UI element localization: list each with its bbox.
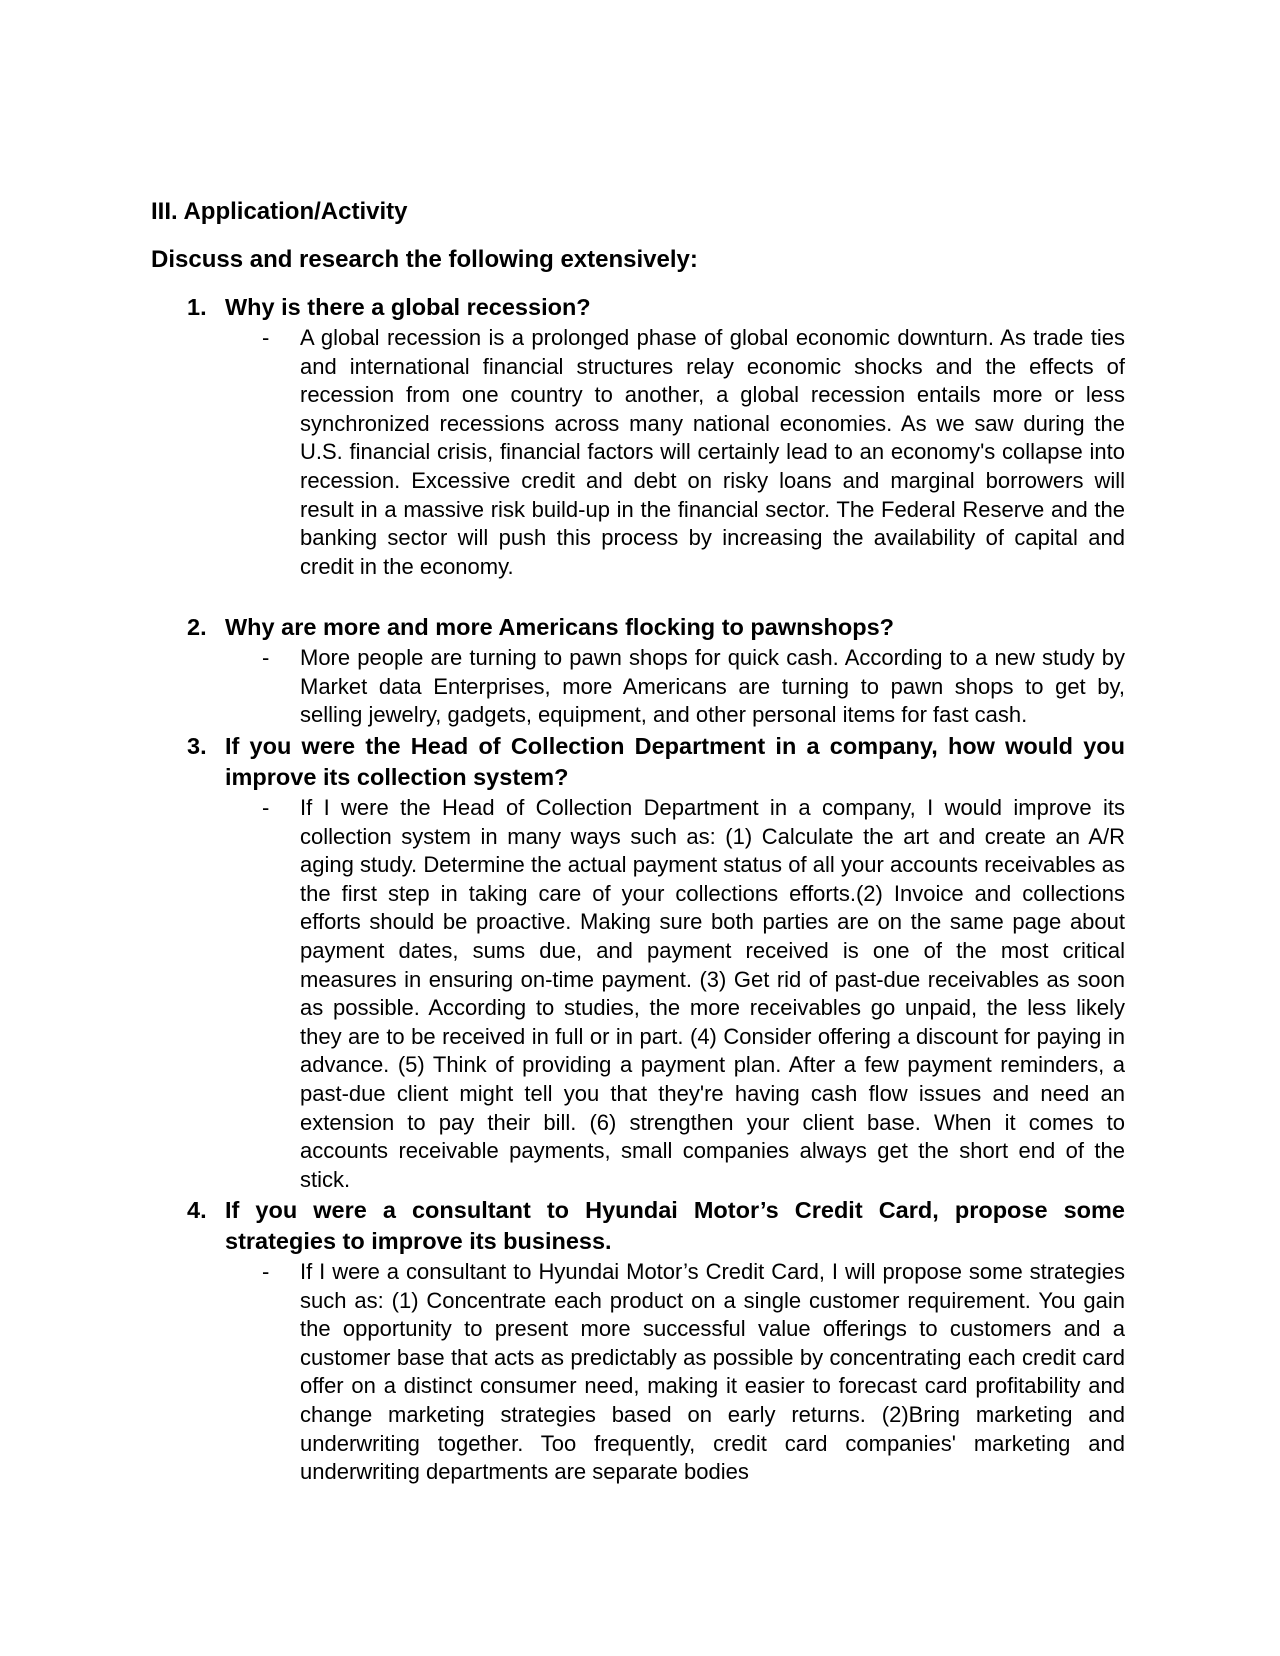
question-text: Why are more and more Americans flocking to pawnshops? (225, 614, 895, 640)
question-text: Why is there a global recession? (225, 294, 591, 320)
section-heading: III. Application/Activity (151, 198, 408, 225)
question-number: 4. (187, 1197, 207, 1223)
answer-text: If I were a consultant to Hyundai Motor’s Credit Card, I will propose some strategies such as: (1) Concentrate each product on a single customer requirement. You gain the opportunity to present more successful value offerings to customers and a customer base that acts as predictably as possible by concentrating each credit card offer on a distinct consumer need, making it easier to forecast card profitability and change marketing strategies based on early returns. (2)Bring marketing and underwriting together. Too frequently, credit card companies' marketing and underwriting departments are separate bodies (300, 1259, 1125, 1485)
question-text: If you were the Head of Collection Department in a company, how would you improve its collection system? (225, 733, 1125, 790)
intro-text: Discuss and research the following extensively: (151, 246, 698, 273)
answer-text: More people are turning to pawn shops for quick cash. According to a new study by Market data Enterprises, more Americans are turning to pawn shops to get by, selling jewelry, gadgets, equipment, and other personal items for fast cash. (300, 645, 1125, 728)
answer-bullet: - (262, 645, 270, 670)
question-number: 1. (187, 294, 207, 320)
answer-text: If I were the Head of Collection Department in a company, I would improve its collection system in many ways such as: (1) Calculate the art and create an A/R aging study. Determine the actual payment status of all your accounts receivables as the first step in taking care of your collections efforts.(2) Invoice and collections efforts should be proactive. Making sure both parties are on the same page about payment dates, sums due, and payment received is one of the most critical measures in ensuring on-time payment. (3) Get rid of past-due receivables as soon as possible. According to studies, the more receivables go unpaid, the less likely they are to be received in full or in part. (4) Consider offering a discount for paying in advance. (5) Think of providing a payment plan. After a few payment reminders, a past-due client might tell you that they're having cash flow issues and need an extension to pay their bill. (6) strengthen your client base. When it comes to accounts receivable payments, small companies always get the short end of the stick. (300, 795, 1125, 1192)
question-number: 2. (187, 614, 207, 640)
question-text: If you were a consultant to Hyundai Motor’s Credit Card, propose some strategies to improve its business. (225, 1197, 1125, 1254)
answer-text: A global recession is a prolonged phase of global economic downturn. As trade ties and international financial structures relay economic shocks and the effects of recession from one country to another, a global recession entails more or less synchronized recessions across many national economies. As we saw during the U.S. financial crisis, financial factors will certainly lead to an economy's collapse into recession. Excessive credit and debt on risky loans and marginal borrowers will result in a massive risk build-up in the financial sector. The Federal Reserve and the banking sector will push this process by increasing the availability of capital and credit in the economy. (300, 325, 1125, 579)
question-number: 3. (187, 733, 207, 759)
answer-bullet: - (262, 795, 270, 820)
answer-bullet: - (262, 1259, 270, 1284)
answer-bullet: - (262, 325, 270, 350)
